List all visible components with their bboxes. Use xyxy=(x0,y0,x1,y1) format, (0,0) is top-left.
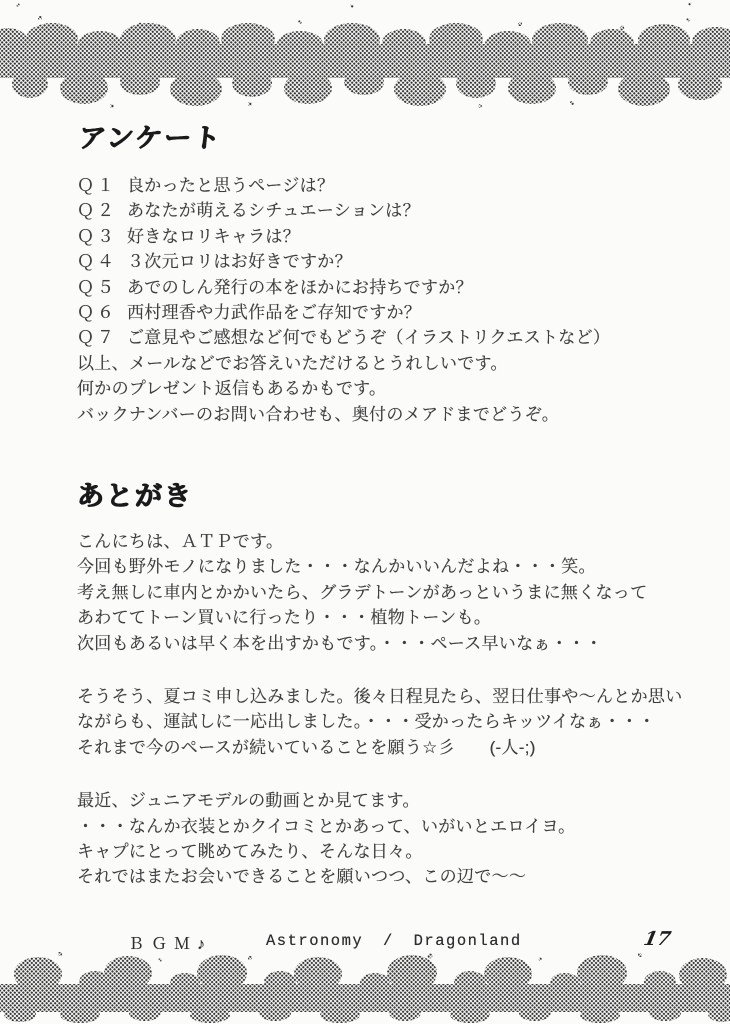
bgm-label: ＢＧＭ♪ xyxy=(128,936,213,953)
afterword-line: あわててトーン買いに行ったり・・・植物トーンも。 xyxy=(77,608,492,628)
afterword-section xyxy=(77,474,683,890)
afterword-line: キャプにとって眺めてみたり、そんな日々。 xyxy=(77,842,423,862)
afterword-line: ・・・なんか衣装とかクイコミとかあって、いがいとエロイヨ。 xyxy=(77,816,576,836)
question-text: 好きなロリキャラは？ xyxy=(127,226,300,246)
question-row xyxy=(77,198,610,223)
afterword-line: こんにちは、ＡＴＰです。 xyxy=(77,532,284,551)
question-row xyxy=(77,325,610,350)
survey-note: 以上、メールなどでお答えいただけるとうれしいです。 xyxy=(77,353,508,373)
afterword-line: ながらも、運試しに一応出しました。・・・受かったらキッツイなぁ・・・ xyxy=(77,712,656,732)
question-row xyxy=(77,224,610,249)
question-label: Ｑ３ xyxy=(77,226,117,246)
afterword-line: そうそう、夏コミ申し込みました。後々日程見たら、翌日仕事や～んとか思い xyxy=(77,687,683,707)
survey-note: バックナンバーのお問い合わせも、奥付のメアドまでどうぞ。 xyxy=(77,404,560,424)
question-row xyxy=(77,249,610,274)
afterword-heading: あとがき xyxy=(77,481,193,511)
question-label: Ｑ２ xyxy=(77,201,117,221)
survey-section xyxy=(77,116,610,427)
afterword-line: 今回も野外モノになりました・・・なんかいいんだよね・・・笑。 xyxy=(77,557,596,577)
question-label: Ｑ６ xyxy=(77,303,117,323)
question-row xyxy=(77,173,610,198)
question-text: 良かったと思うページは？ xyxy=(127,176,335,195)
afterword-line: 最近、ジュニアモデルの動画とか見てます。 xyxy=(77,791,420,811)
afterword-paragraph xyxy=(77,529,683,656)
afterword-line: それまで今のペースが続いていることを願う☆彡 (-人-;) xyxy=(77,737,536,757)
page-number: 17 xyxy=(641,928,673,950)
afterword-paragraph xyxy=(77,684,683,760)
question-text: ３次元ロリはお好きですか？ xyxy=(127,252,352,272)
afterword-paragraph xyxy=(77,788,683,890)
question-row xyxy=(77,275,610,300)
question-label: Ｑ７ xyxy=(77,328,117,348)
survey-question-list xyxy=(77,173,610,427)
question-label: Ｑ４ xyxy=(77,252,117,272)
question-text: あでのしん発行の本をほかにお持ちですか？ xyxy=(127,277,473,297)
bgm-title: Astronomy / Dragonland xyxy=(266,932,522,950)
question-text: 西村理香や力武作品をご存知ですか？ xyxy=(127,303,422,323)
afterword-line: それではまたお会いできることを願いつつ、この辺で～～ xyxy=(77,867,527,887)
question-text: ご意見やご感想など何でもどうぞ（イラストリクエストなど） xyxy=(127,328,611,348)
question-label: Ｑ５ xyxy=(77,277,117,297)
top-border-decoration xyxy=(0,0,730,112)
question-text: あなたが萌えるシチュエーションは？ xyxy=(127,201,420,221)
bottom-border-decoration xyxy=(0,946,730,1024)
survey-note: 何かのプレゼント返信もあるかもです。 xyxy=(77,379,387,399)
question-label: Ｑ１ xyxy=(77,176,117,195)
afterword-line: 考え無しに車内とかかいたら、グラデトーンがあっというまに無くなって xyxy=(77,582,648,602)
question-row xyxy=(77,300,610,325)
survey-heading: アンケート xyxy=(77,123,224,153)
afterword-line: 次回もあるいは早く本を出すかもです。・・・ペース早いなぁ・・・ xyxy=(77,633,603,653)
